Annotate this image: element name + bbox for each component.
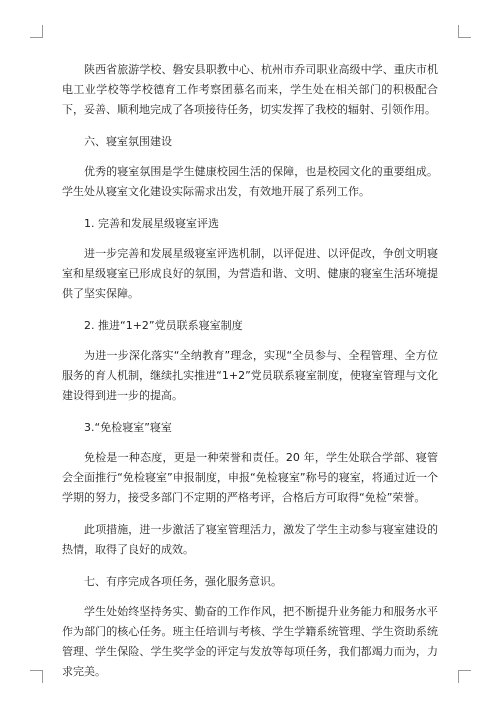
paragraph-inspection-exempt-dorm: 免检是一种态度，更是一种荣誉和责任。20 年，学生处联合学部、寝管会全面推行“免检寝室”申报制度，申报“免检寝室”称号的寝室，将通过近一个学期的努力，接受多部门不定期的严格考评，合格后方可取得“免检”荣誉。 [62, 451, 438, 504]
crop-mark-top-left [30, 25, 43, 38]
paragraph-star-dorm-selection: 进一步完善和发展星级寝室评选机制，以评促进、以评促改，争创文明寝室和星级寝室已形成良好的氛围，为营造和谐、文明、健康的寝室生活环境提供了坚实保障。 [62, 247, 438, 300]
section-heading-dorm-atmosphere: 六、寝室氛围建设 [84, 135, 172, 148]
subheading-inspection-exempt-dorm: 3.“免检寝室”寝室 [84, 421, 172, 434]
paragraph-visiting-delegations: 陕西省旅游学校、磐安县职教中心、杭州市乔司职业高级中学、重庆市机电工业学校等学校德育工作考察团慕名而来，学生处在相关部门的积极配合下，妥善、顺利地完成了各项接待任务，切实发挥了我校的辐射、引领作用。 [62, 63, 438, 116]
paragraph-party-member-contact: 为进一步深化落实“全纳教育”理念，实现“全员参与、全程管理、全方位服务的育人机制，继续扎实推进“1+2”党员联系寝室制度，使寝室管理与文化建设得到进一步的提高。 [62, 349, 438, 402]
paragraph-dorm-atmosphere-intro: 优秀的寝室氛围是学生健康校园生活的保障，也是校园文化的重要组成。学生处从寝室文化建设实际需求出发，有效地开展了系列工作。 [62, 165, 438, 198]
subheading-star-dorm-selection: 1. 完善和发展星级寝室评选 [84, 217, 219, 230]
paragraph-measure-results: 此项措施，进一步激活了寝室管理活力，激发了学生主动参与寝室建设的热情，取得了良好的成效。 [62, 523, 438, 556]
paragraph-service-tasks: 学生处始终坚持务实、勤奋的工作作风，把不断提升业务能力和服务水平作为部门的核心任务。班主任培训与考核、学生学籍系统管理、学生资助系统管理、学生保险、学生奖学金的评定与发放等每项任务，我们都竭力而为，力求完美。 [62, 605, 438, 678]
document-body [62, 60, 438, 694]
section-heading-complete-tasks: 七、有序完成各项任务，强化服务意识。 [84, 575, 282, 588]
crop-mark-bottom-right [458, 670, 471, 683]
crop-mark-top-right [458, 25, 471, 38]
subheading-party-member-contact: 2. 推进“1+2”党员联系寝室制度 [84, 319, 243, 332]
crop-mark-bottom-left [30, 670, 43, 683]
